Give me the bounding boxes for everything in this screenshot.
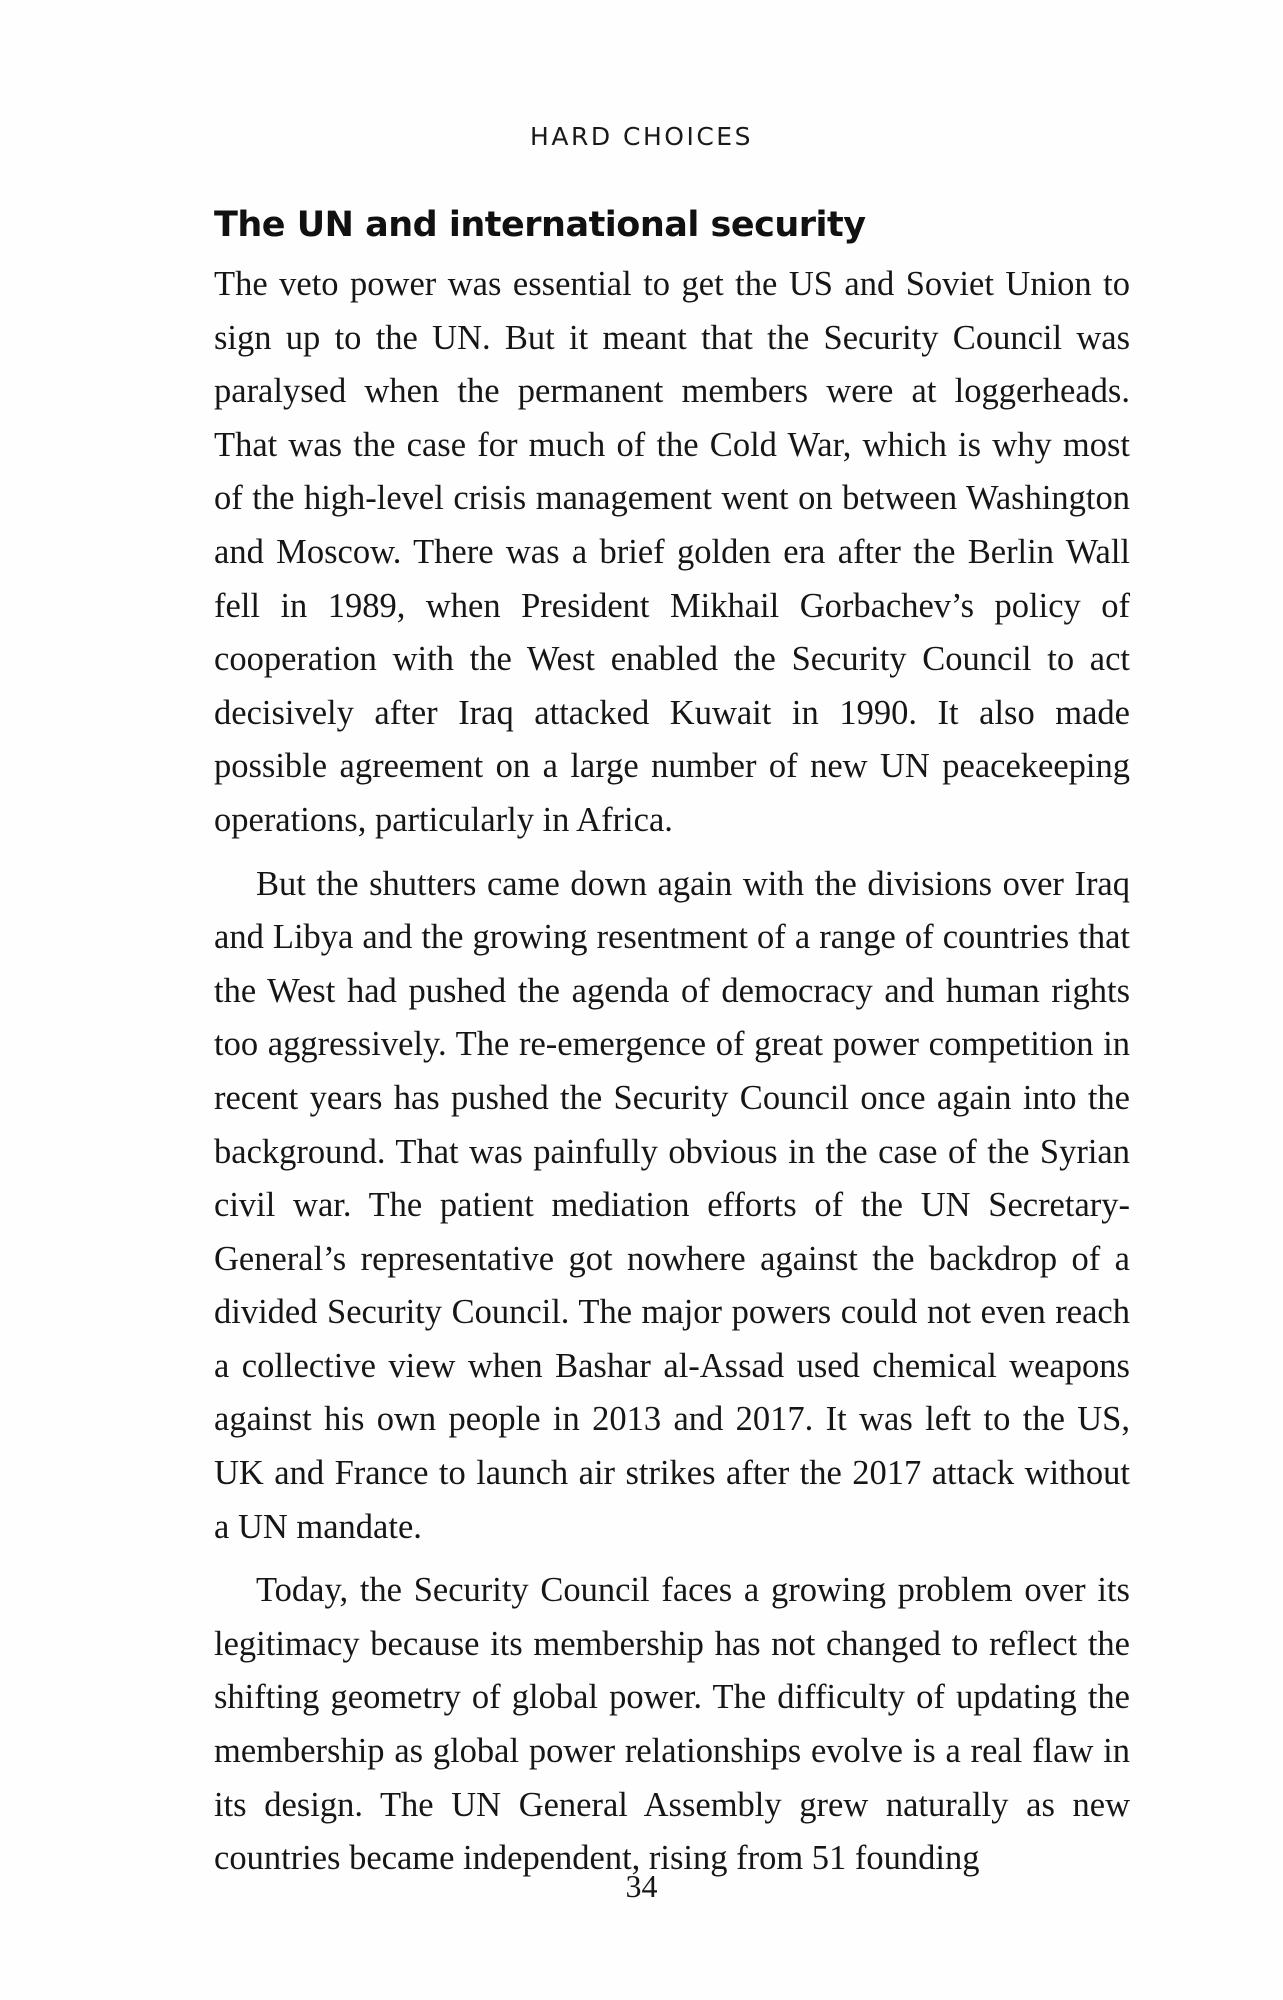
section-heading: The UN and international security: [214, 205, 866, 245]
paragraph: But the shutters came down again with the divisions over Iraq and Libya and the growing resentment of a range of countries that the West had pushed the agenda of democracy and human rights too aggressively. The re-emergence of great power competition in recent years has pushed the Security Council once again into the background. That was painfully obvious in the case of the Syrian civil war. The patient mediation efforts of the UN Secretary-General’s representative got nowhere against the backdrop of a divided Security Council. The major powers could not even reach a collective view when Bashar al-Assad used chemical weapons against his own people in 2013 and 2017. It was left to the US, UK and France to launch air strikes after the 2017 attack without a UN mandate.: [214, 864, 1130, 1546]
body-text: [214, 258, 1130, 1886]
page-number: 34: [625, 1868, 658, 1904]
paragraph: The veto power was essential to get the US and Soviet Union to sign up to the UN. But it meant that the Security Council was paralysed when the permanent members were at loggerheads. That was the case for much of the Cold War, which is why most of the high-level crisis management went on between Washington and Moscow. There was a brief golden era after the Berlin Wall fell in 1989, when President Mikhail Gorbachev’s policy of cooperation with the West enabled the Security Council to act decisively after Iraq attacked Kuwait in 1990. It also made possible agreement on a large number of new UN peacekeeping operations, particularly in Africa.: [214, 265, 1130, 839]
running-head: HARD CHOICES: [530, 122, 753, 151]
paragraph: Today, the Security Council faces a growing problem over its legitimacy because its membership has not changed to reflect the shifting geometry of global power. The difficulty of updating the membership as global power relationships evolve is a real flaw in its design. The UN General Assembly grew naturally as new countries became independent, rising from 51 founding: [214, 1571, 1130, 1878]
